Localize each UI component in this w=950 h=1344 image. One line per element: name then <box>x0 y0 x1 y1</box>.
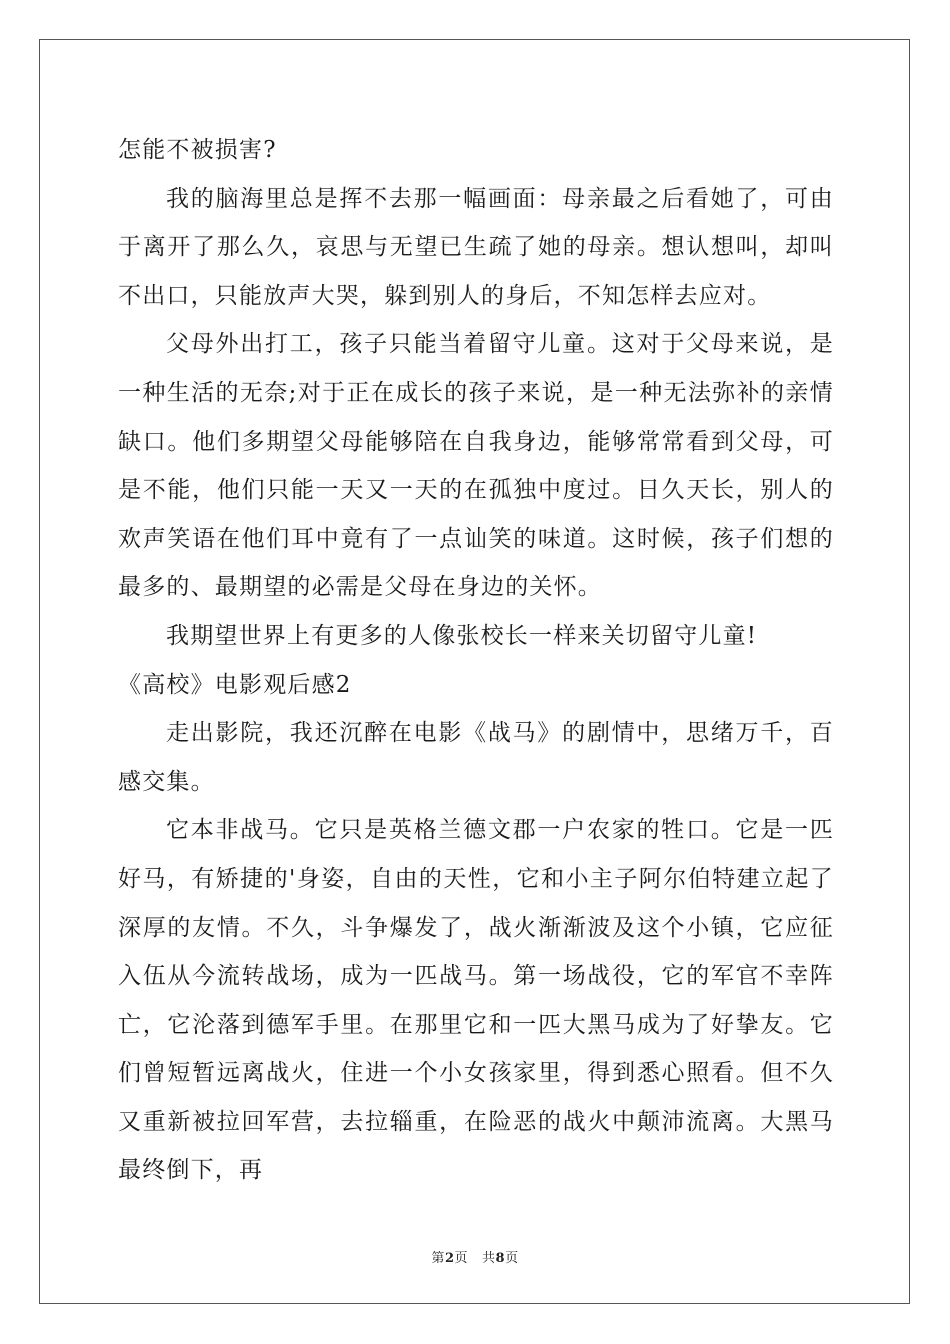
total-prefix: 共 <box>482 1251 496 1266</box>
paragraph: 父母外出打工，孩子只能当着留守儿童。这对于父母来说，是一种生活的无奈;对于正在成长的孩子来说，是一种无法弥补的亲情缺口。他们多期望父母能够陪在自我身边，能够常常看到父母，可是不能，他们只能一天又一天的在孤独中度过。日久天长，别人的欢声笑语在他们耳中竟有了一点讪笑的味道。这时候，孩子们想的最多的、最期望的必需是父母在身边的关怀。 <box>118 331 834 601</box>
section-heading: 《高校》电影观后感2 <box>118 671 352 698</box>
paragraph: 我期望世界上有更多的人像张校长一样来关切留守儿童! <box>166 622 758 649</box>
paragraph: 它本非战马。它只是英格兰德文郡一户农家的牲口。它是一匹好马，有矫捷的'身姿，自由的天性，它和小主子阿尔伯特建立起了深厚的友情。不久，斗争爆发了，战火渐渐波及这个小镇，它应征入伍从今流转战场，成为一匹战马。第一场战役，它的军官不幸阵亡，它沦落到德军手里。在那里它和一匹大黑马成为了好挚友。它们曾短暂远离战火，住进一个小女孩家里，得到悉心照看。但不久又重新被拉回军营，去拉辎重，在险恶的战火中颠沛流离。大黑马最终倒下，再 <box>118 817 834 1184</box>
paragraph: 我的脑海里总是挥不去那一幅画面：母亲最之后看她了，可由于离开了那么久，哀思与无望已生疏了她的母亲。想认想叫，却叫不出口，只能放声大哭，躲到别人的身后，不知怎样去应对。 <box>118 185 834 309</box>
page-total: 8 <box>495 1251 506 1266</box>
page-current: 2 <box>444 1251 455 1266</box>
paragraph: 怎能不被损害? <box>118 137 277 163</box>
page-suffix: 页 <box>454 1251 468 1266</box>
total-suffix: 页 <box>505 1251 519 1266</box>
page-footer <box>0 1247 950 1266</box>
document-body <box>118 126 834 1195</box>
page-prefix: 第 <box>431 1251 445 1266</box>
paragraph: 走出影院，我还沉醉在电影《战马》的剧情中，思绪万千，百感交集。 <box>118 720 834 795</box>
